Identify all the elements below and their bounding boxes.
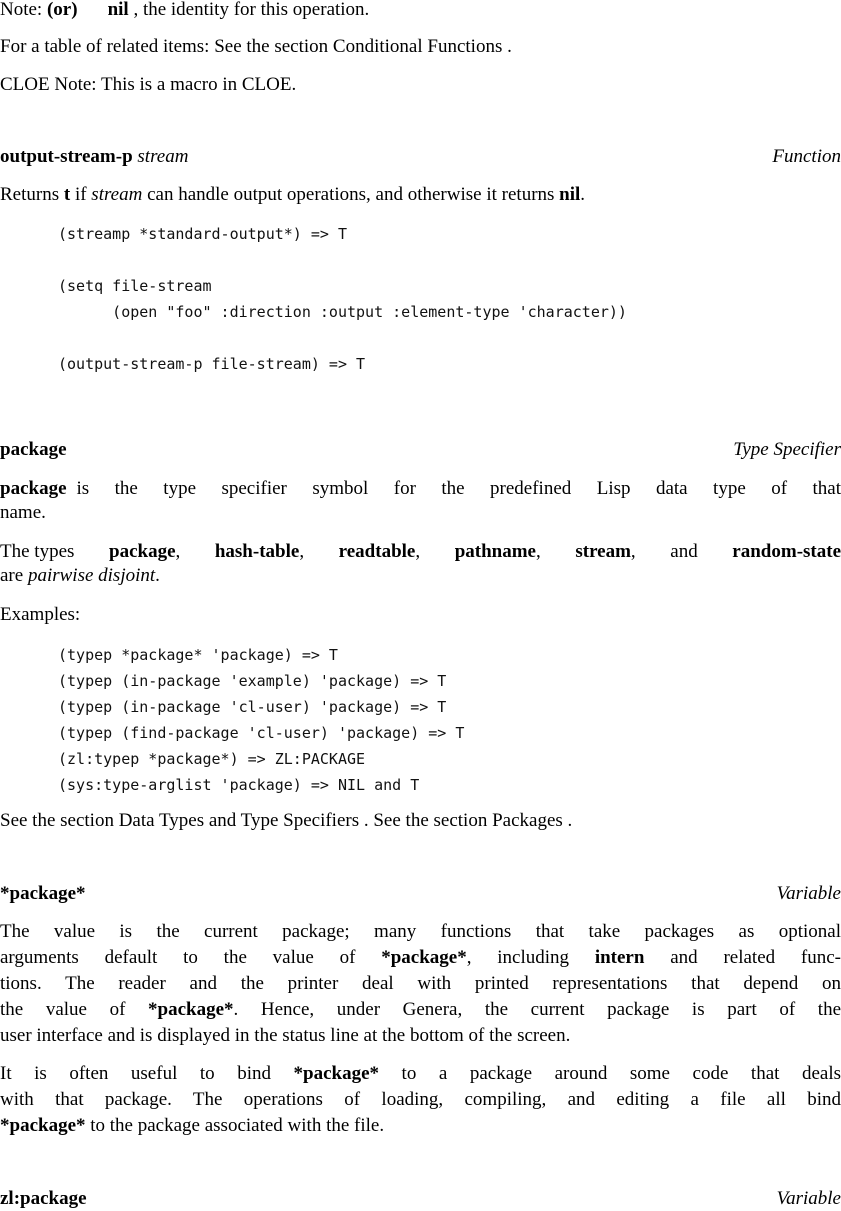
package-type-heading: [0, 438, 841, 462]
cloe-note-text: CLOE Note: This is a macro in CLOE.: [0, 74, 297, 95]
package-var-p1-l3: tions. The reader and the printer deal with printed representations that depend on: [0, 973, 841, 994]
entry-name: package: [0, 439, 67, 460]
note-operator: (or): [46, 0, 78, 20]
entry-name: output-stream-p: [0, 146, 133, 167]
package-var-heading: [0, 882, 841, 906]
note-or-line: [0, 0, 369, 22]
code-line: (streamp *standard-output*) => T: [58, 225, 347, 243]
cloe-note-line: [0, 73, 296, 97]
code-line: (sys:type-arglist 'package) => NIL and T: [58, 776, 420, 794]
package-var-p2-l2: with that package. The operations of loading, compiling, and editing a file all bind: [0, 1089, 841, 1110]
note-identity-value: nil: [107, 0, 129, 20]
entry-arg: stream: [137, 146, 189, 167]
code-line: (typep *package* 'package) => T: [58, 646, 338, 664]
note-rest: , the identity for this operation.: [128, 0, 370, 20]
code-line: (typep (in-package 'example) 'package) => T: [58, 672, 447, 690]
entry-kind: Type Specifier: [733, 439, 841, 460]
entry-kind: Function: [772, 146, 841, 167]
code-line: (open "foo" :direction :output :element-type 'character)): [58, 303, 627, 321]
package-type-desc-line2: name.: [0, 502, 46, 523]
entry-name: *package*: [0, 883, 86, 904]
zl-package-heading: [0, 1187, 841, 1211]
output-stream-p-description: Returns t if stream can handle output operations, and otherwise it returns nil.: [0, 184, 586, 205]
output-stream-p-heading: [0, 145, 841, 169]
examples-label: Examples:: [0, 604, 81, 625]
entry-kind: Variable: [776, 883, 841, 904]
see-also-line: [0, 809, 572, 833]
code-line: (typep (find-package 'cl-user) 'package) => T: [58, 724, 465, 742]
package-type-disjoint-line: are pairwise disjoint.: [0, 565, 160, 586]
see-also-links[interactable]: See the section Data Types and Type Specifiers . See the section Packages .: [0, 810, 573, 831]
related-items-link-text[interactable]: For a table of related items: See the section Conditional Functions .: [0, 36, 512, 57]
package-var-p2-l1: It is often useful to bind *package* to a package around some code that deals: [0, 1063, 841, 1084]
code-line: (output-stream-p file-stream) => T: [58, 355, 366, 373]
package-var-p1-l4: the value of *package*. Hence, under Genera, the current package is part of the: [0, 999, 841, 1020]
package-var-p1-l5: user interface and is displayed in the status line at the bottom of the screen.: [0, 1025, 571, 1046]
entry-kind: Variable: [776, 1188, 841, 1209]
package-type-desc-line1: package is the type specifier symbol for the predefined Lisp data type of that: [0, 478, 841, 499]
note-prefix: Note:: [0, 0, 47, 20]
package-var-p1-l1: The value is the current package; many functions that take packages as optional: [0, 921, 841, 942]
package-var-p2-l3: *package* to the package associated with the file.: [0, 1115, 385, 1136]
code-line: (setq file-stream: [58, 277, 212, 295]
code-line: (zl:typep *package*) => ZL:PACKAGE: [58, 750, 366, 768]
code-line: (typep (in-package 'cl-user) 'package) => T: [58, 698, 447, 716]
entry-name: zl:package: [0, 1188, 87, 1209]
related-items-line: [0, 35, 512, 59]
package-var-p1-l2: arguments default to the value of *package*, including intern and related func-: [0, 947, 841, 968]
package-type-types-line: The types package, hash-table, readtable, pathname, stream, and random-state: [0, 541, 841, 562]
